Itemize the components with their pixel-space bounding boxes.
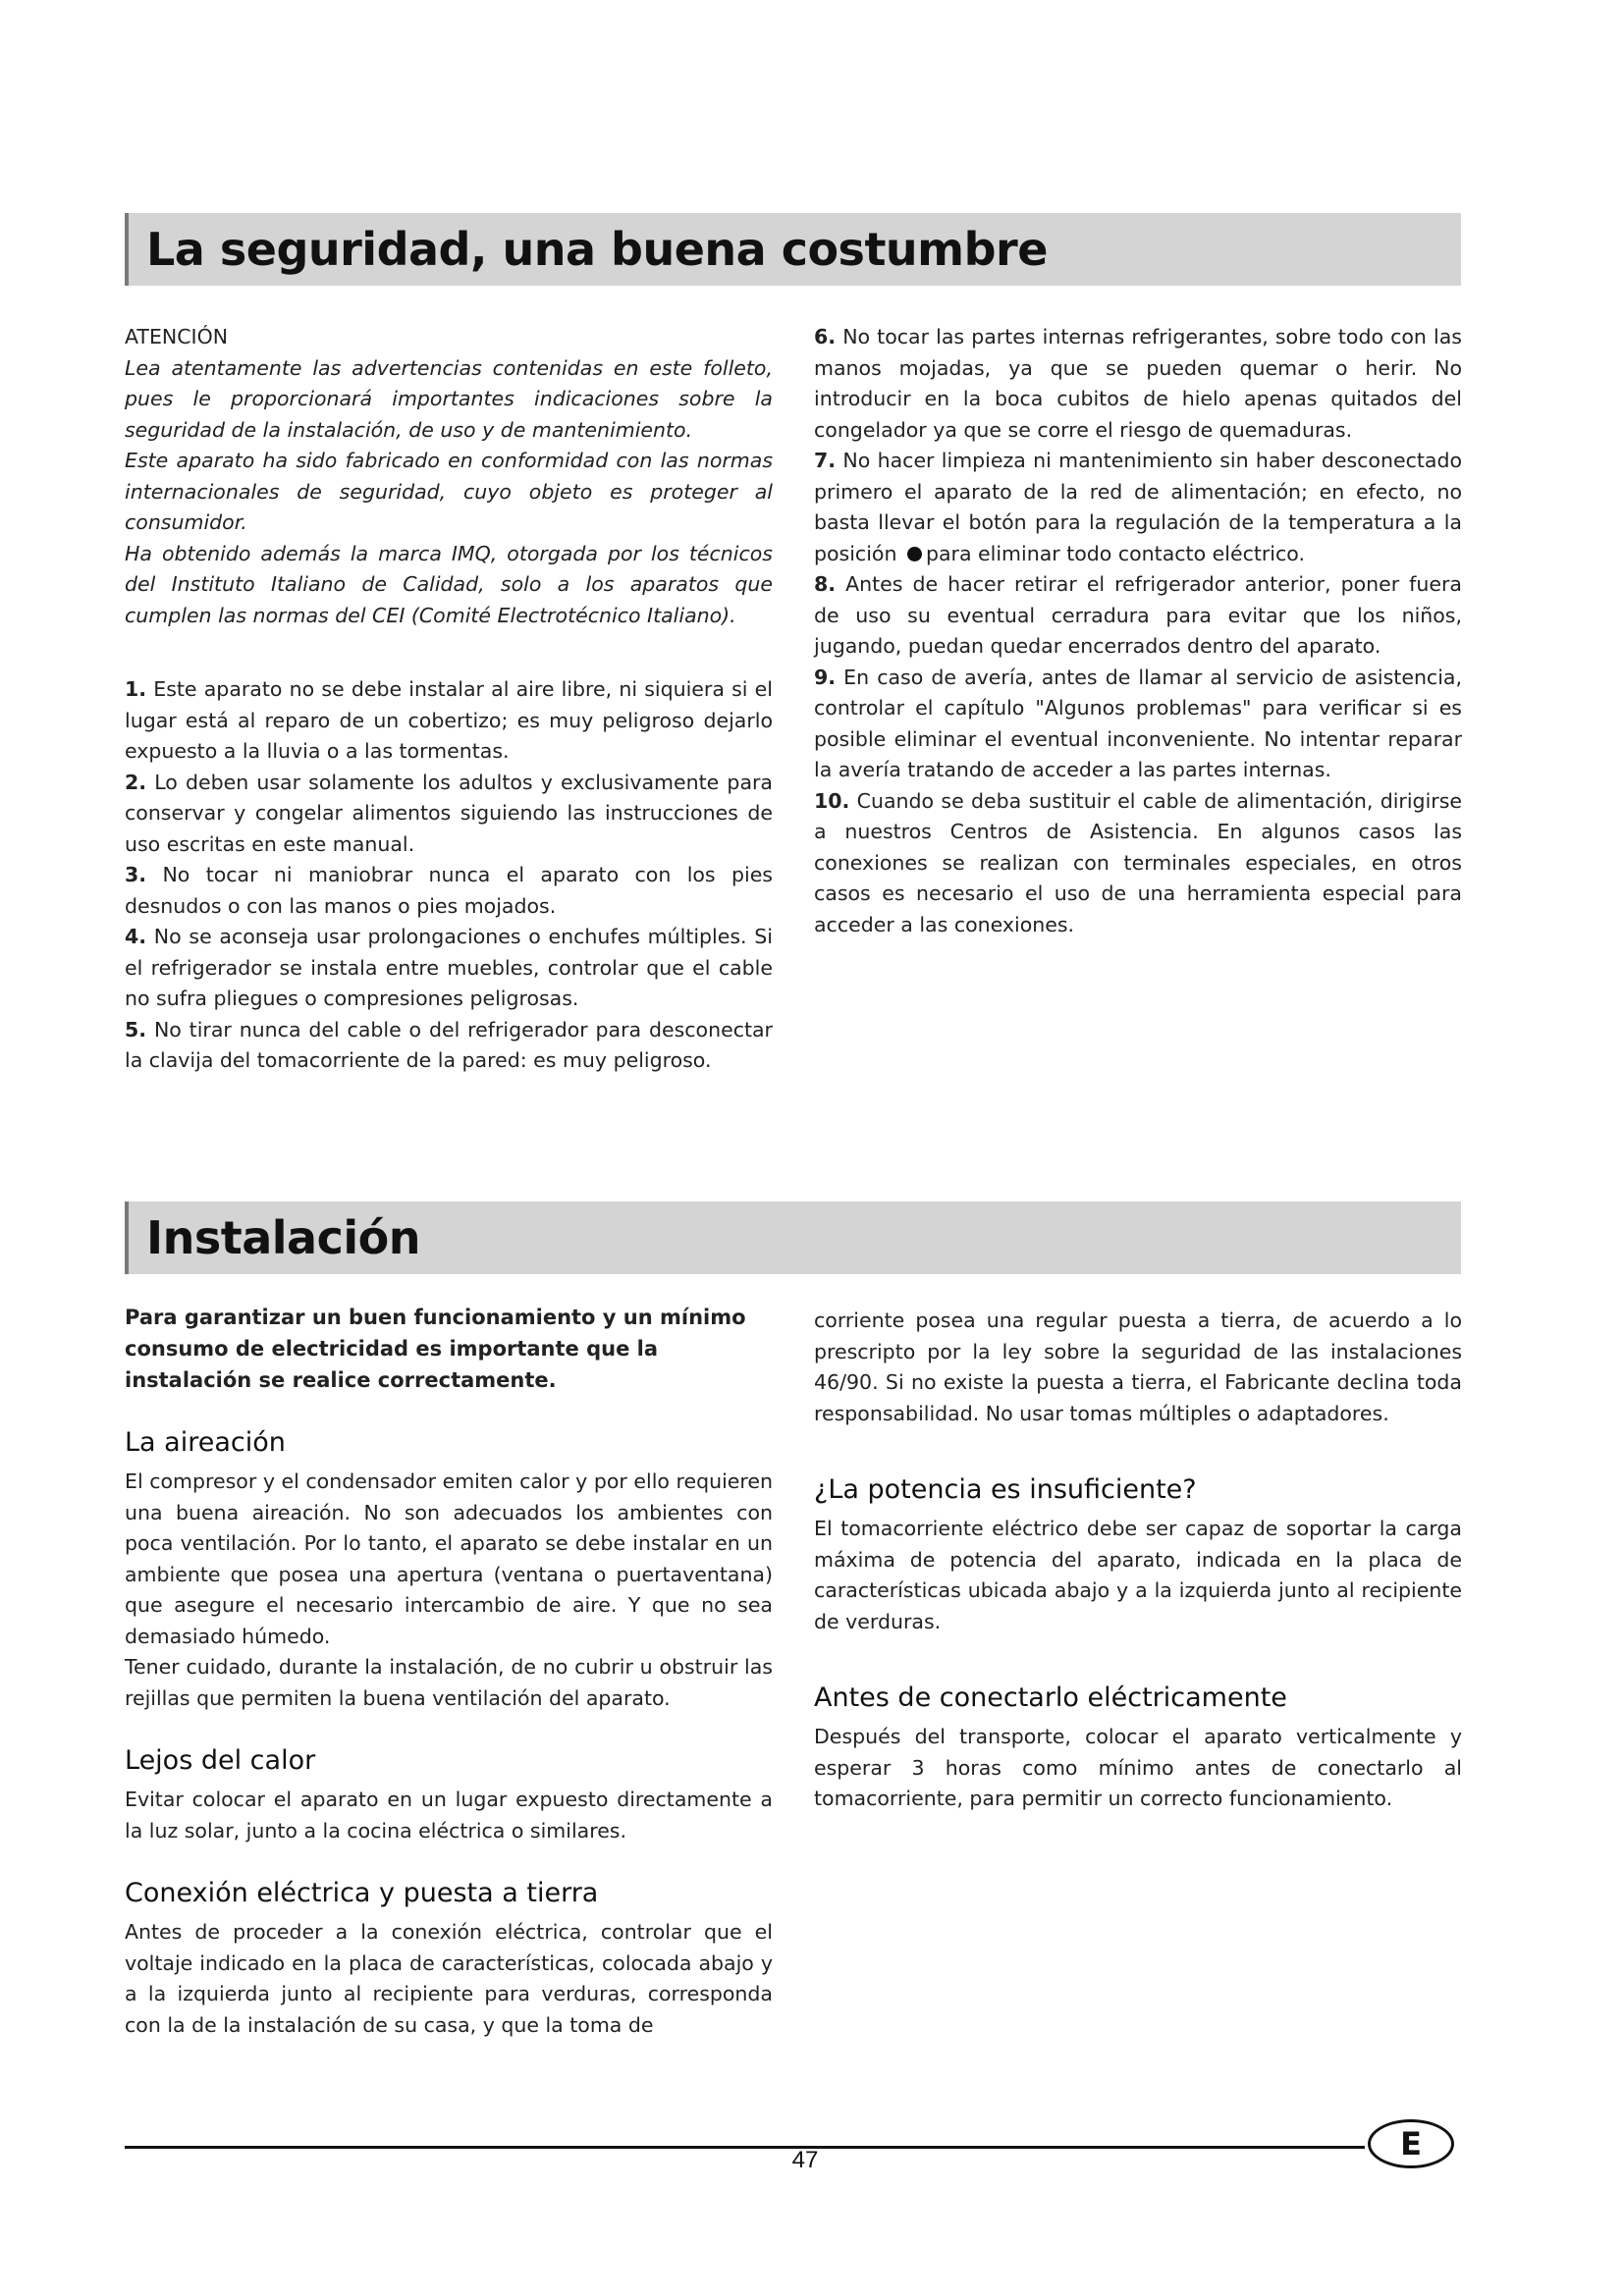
- safety-left-column: [125, 322, 773, 1077]
- safety-item-6: 6. No tocar las partes internas refrigerantes, sobre todo con las manos mojadas, ya que se pueden quemar o herir. No introducir en la boca cubitos de hielo apenas quitados del congelador ya que se corre el riesgo de quemaduras.: [814, 325, 1462, 442]
- heading-aireacion: La aireación: [125, 1427, 286, 1458]
- heading-calor: Lejos del calor: [125, 1745, 316, 1776]
- footer-rule: [125, 2146, 1365, 2149]
- safety-item-3: 3. No tocar ni maniobrar nunca el aparato con los pies desnudos o con las manos o pies mojados.: [125, 863, 773, 918]
- section-title-band-installation: [125, 1201, 1461, 1274]
- calor-paragraph: Evitar colocar el aparato en un lugar expuesto directamente a la luz solar, junto a la cocina eléctrica o similares.: [125, 1788, 773, 1842]
- language-badge: E: [1368, 2119, 1454, 2168]
- safety-item-8: 8. Antes de hacer retirar el refrigerador anterior, poner fuera de uso su eventual cerradura para evitar que los niños, jugando, puedan quedar encerrados dentro del aparato.: [814, 572, 1462, 658]
- section-title-safety: La seguridad, una buena costumbre: [146, 223, 1048, 276]
- conexion-paragraph: Antes de proceder a la conexión eléctrica, controlar que el voltaje indicado en la placa de características, colocada abajo y a la izquierda junto al recipiente para verduras, corresponda con la de la instalación de su casa, y que la toma de: [125, 1920, 773, 2037]
- safety-item-4: 4. No se aconseja usar prolongaciones o enchufes múltiples. Si el refrigerador se instala entre muebles, controlar que el cable no sufra pliegues o compresiones peligrosas.: [125, 925, 773, 1010]
- safety-item-5: 5. No tirar nunca del cable o del refrigerador para desconectar la clavija del tomacorriente de la pared: es muy peligroso.: [125, 1017, 773, 1072]
- safety-item-7: 7. No hacer limpieza ni mantenimiento sin haber desconectado primero el aparato de la red de alimentación; en efecto, no basta llevar el botón para la regulación de la temperatura a la posición para eliminar todo contacto eléctrico.: [814, 449, 1462, 565]
- safety-item-10: 10. Cuando se deba sustituir el cable de alimentación, dirigirse a nuestros Centros de Asistencia. En algunos casos las conexiones se realizan con terminales especiales, en otros casos es necesario el uso de una herramienta especial para acceder a las conexiones.: [814, 788, 1462, 936]
- conexion-paragraph-continued: corriente posea una regular puesta a tierra, de acuerdo a lo prescripto por la ley sobre la seguridad de las instalaciones 46/90. Si no existe la puesta a tierra, el Fabricante declina toda responsabilidad. No usar tomas múltiples o adaptadores.: [814, 1308, 1462, 1425]
- aireacion-paragraph: El compresor y el condensador emiten calor y por ello requieren una buena aireación. No son adecuados los ambientes con poca ventilación. Por lo tanto, el aparato se debe instalar en un ambiente que posea una apertura (ventana o puertaventana) que asegure el necesario intercambio de aire. Y que no sea demasiado húmedo.: [125, 1469, 773, 1648]
- safety-item-9: 9. En caso de avería, antes de llamar al servicio de asistencia, controlar el capítulo "Algunos problemas" para verificar si es posible eliminar el eventual inconveniente. No intentar reparar la avería tratando de acceder a las partes internas.: [814, 665, 1462, 781]
- potencia-paragraph: El tomacorriente eléctrico debe ser capaz de soportar la carga máxima de potencia del aparato, indicada en la placa de características ubicada abajo y a la izquierda junto al recipiente de verduras.: [814, 1517, 1462, 1633]
- intro-paragraph: Este aparato ha sido fabricado en conformidad con las normas internacionales de seguridad, cuyo objeto es proteger al consumidor.: [125, 449, 773, 534]
- safety-right-column: [814, 322, 1462, 940]
- heading-antes: Antes de conectarlo eléctricamente: [814, 1682, 1287, 1713]
- intro-paragraph: Lea atentamente las advertencias contenidas en este folleto, pues le proporcionará importantes indicaciones sobre la seguridad de la instalación, de uso y de mantenimiento.: [125, 355, 773, 442]
- antes-paragraph: Después del transporte, colocar el aparato verticalmente y esperar 3 horas como mínimo antes de conectarlo al tomacorriente, para permitir un correcto funcionamiento.: [814, 1725, 1462, 1810]
- section-title-installation: Instalación: [146, 1211, 420, 1264]
- aireacion-paragraph-2: Tener cuidado, durante la instalación, de no cubrir u obstruir las rejillas que permiten la buena ventilación del aparato.: [125, 1655, 773, 1710]
- heading-potencia: ¿La potencia es insuficiente?: [814, 1474, 1197, 1505]
- section-title-band-safety: [125, 213, 1461, 286]
- safety-item-2: 2. Lo deben usar solamente los adultos y exclusivamente para conservar y congelar alimentos siguiendo las instrucciones de uso escritas en este manual.: [125, 770, 773, 856]
- safety-item-1: 1. Este aparato no se debe instalar al aire libre, ni siquiera si el lugar está al reparo de un cobertizo; es muy peligroso dejarlo expuesto a la lluvia o a las tormentas.: [125, 677, 773, 763]
- off-position-dot-icon: [907, 547, 922, 561]
- intro-paragraph: Ha obtenido además la marca IMQ, otorgada por los técnicos del Instituto Italiano de Calidad, solo a los aparatos que cumplen las normas del CEI (Comité Electrotécnico Italiano).: [125, 541, 773, 627]
- heading-conexion: Conexión eléctrica y puesta a tierra: [125, 1878, 599, 1908]
- installation-lead: Para garantizar un buen funcionamiento y un mínimo consumo de electricidad es importante que la instalación se realice correctamente.: [125, 1306, 746, 1392]
- page-number: 47: [791, 2147, 819, 2173]
- attention-label: ATENCIÓN: [125, 325, 229, 348]
- installation-left-column: [125, 1302, 773, 2041]
- installation-right-column: [814, 1306, 1462, 1815]
